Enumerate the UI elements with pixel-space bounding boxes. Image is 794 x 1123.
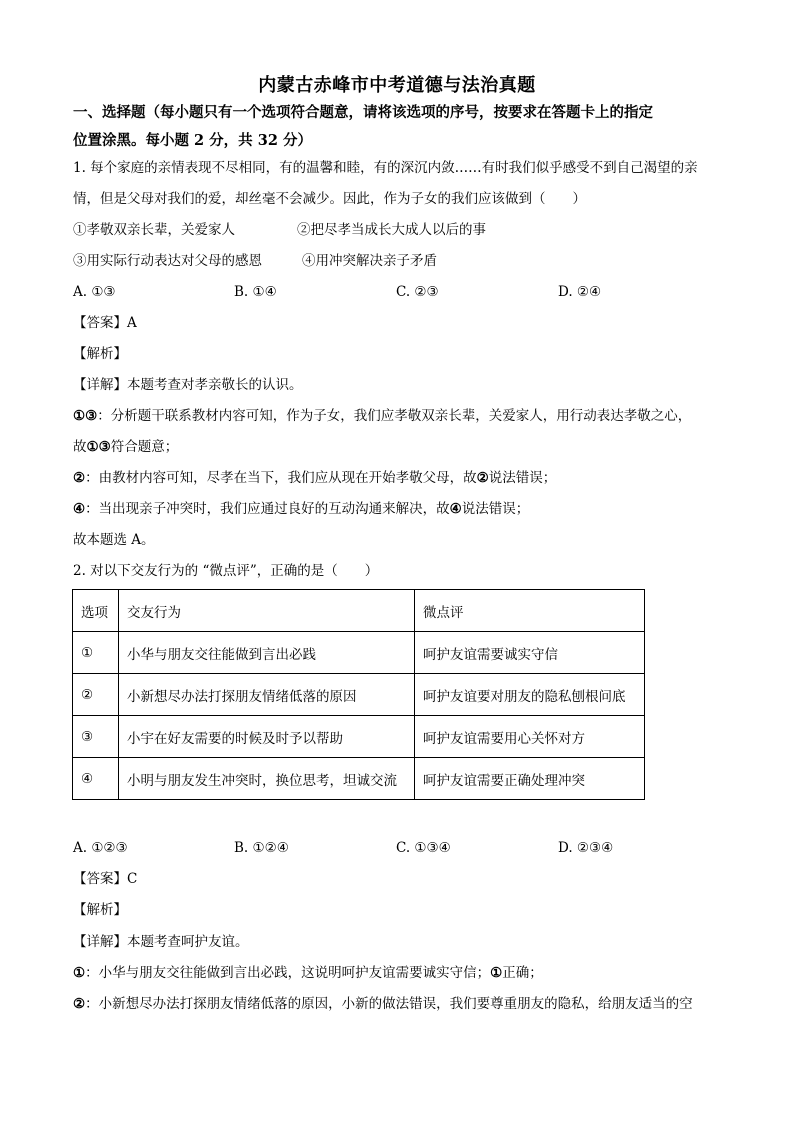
section-heading-line1: 一、选择题（每小题只有一个选项符合题意，请将该选项的序号，按要求在答题卡上的指定 (73, 104, 653, 121)
q1-option-b: B. ①④ (234, 284, 277, 300)
q1-explanation-1-cont (73, 437, 733, 457)
table-cell: 小明与朋友发生冲突时，换位思考，坦诚交流 (119, 758, 415, 800)
q2-table (72, 589, 645, 800)
q1-answer: 【答案】A (73, 315, 137, 331)
q1-explanation-2 (73, 468, 733, 488)
q2-answer: 【答案】C (73, 871, 138, 887)
q1-stem-line1: 1. 每个家庭的亲情表现不尽相同，有的温馨和睦，有的深沉内敛……有时我们似乎感受不到自己渴望的亲 (73, 160, 698, 176)
q2-option-a: A. ①②③ (73, 840, 128, 856)
q1-explanation-2-text: ：由教材内容可知，尽孝在当下，我们应从现在开始孝敬父母，故 (85, 470, 477, 486)
table-row (73, 716, 645, 758)
q1-item-3: ③用实际行动表达对父母的感恩 (73, 253, 262, 269)
q2-option-d: D. ②③④ (558, 840, 614, 856)
q1-option-a: A. ①③ (73, 284, 116, 300)
q2-explanation-1-text2: 正确； (502, 965, 543, 981)
table-cell: ③ (73, 716, 119, 758)
q1-item-1: ①孝敬双亲长辈，关爱家人 (73, 222, 235, 238)
page-title: 内蒙古赤峰市中考道德与法治真题 (258, 75, 536, 96)
q1-analysis-label: 【解析】 (73, 346, 127, 362)
table-row (73, 674, 645, 716)
q1-item-2: ②把尽孝当成长大成人以后的事 (297, 222, 486, 238)
q1-explanation-1-text: ：分析题干联系教材内容可知，作为子女，我们应孝敬双亲长辈，关爱家人，用行动表达孝敬之心， (97, 408, 692, 424)
q1-explanation-1-label2: ①③ (86, 439, 111, 455)
q1-explanation-1-label: ①③ (73, 408, 98, 424)
table-cell: 小新想尽办法打探朋友情绪低落的原因 (119, 674, 415, 716)
q2-explanation-1-label2: ① (490, 965, 503, 981)
table-cell: 呵护友谊需要诚实守信 (415, 632, 645, 674)
q1-item-4: ④用冲突解决亲子矛盾 (302, 253, 437, 269)
table-header-cell: 交友行为 (119, 590, 415, 632)
q1-option-c: C. ②③ (396, 284, 439, 300)
q1-explanation-3-text2: 说法错误； (461, 501, 530, 517)
q2-option-c: C. ①③④ (396, 840, 451, 856)
q1-explanation-1-text2: 符合题意； (110, 439, 179, 455)
table-cell: 小宇在好友需要的时候及时予以帮助 (119, 716, 415, 758)
q1-explanation-3-label2: ④ (449, 501, 462, 517)
q1-conclusion: 故本题选 A。 (73, 532, 155, 548)
table-cell: 呵护友谊需要正确处理冲突 (415, 758, 645, 800)
table-cell: ① (73, 632, 119, 674)
q2-explanation-2-label: ② (73, 996, 86, 1012)
table-header-cell: 微点评 (415, 590, 645, 632)
q2-analysis-label: 【解析】 (73, 902, 127, 918)
table-cell: 呵护友谊要对朋友的隐私刨根问底 (415, 674, 645, 716)
q1-explanation-2-label2: ② (476, 470, 489, 486)
q1-explanation-1-pre: 故 (73, 439, 87, 455)
q2-explanation-1 (73, 963, 733, 983)
q2-stem: 2. 对以下交友行为的 “微点评”，正确的是（ ） (73, 563, 379, 579)
q1-explanation-2-label: ② (73, 470, 86, 486)
q1-detail: 【详解】本题考查对孝亲敬长的认识。 (73, 377, 303, 393)
q1-explanation-3-text: ：当出现亲子冲突时，我们应通过良好的互动沟通来解决，故 (85, 501, 450, 517)
table-row (73, 632, 645, 674)
q1-explanation-1 (73, 406, 733, 426)
table-row (73, 758, 645, 800)
section-heading-line2: 位置涂黑。每小题 2 分，共 32 分） (73, 132, 312, 149)
table-cell: ④ (73, 758, 119, 800)
table-cell: ② (73, 674, 119, 716)
q1-explanation-3 (73, 499, 733, 519)
q2-explanation-2-text: ：小新想尽办法打探朋友情绪低落的原因，小新的做法错误，我们要尊重朋友的隐私，给朋友适当的空 (85, 996, 693, 1012)
q1-explanation-3-label: ④ (73, 501, 86, 517)
table-cell: 小华与朋友交往能做到言出必践 (119, 632, 415, 674)
table-header-cell: 选项 (73, 590, 119, 632)
q2-explanation-1-text: ：小华与朋友交往能做到言出必践，这说明呵护友谊需要诚实守信； (85, 965, 491, 981)
q1-stem-line2: 情，但是父母对我们的爱，却丝毫不会减少。因此，作为子女的我们应该做到（ ） (73, 191, 586, 207)
table-cell: 呵护友谊需要用心关怀对方 (415, 716, 645, 758)
q1-explanation-2-text2: 说法错误； (488, 470, 557, 486)
q2-detail: 【详解】本题考查呵护友谊。 (73, 934, 249, 950)
q1-option-d: D. ②④ (558, 284, 602, 300)
q2-explanation-1-label: ① (73, 965, 86, 981)
q2-explanation-2 (73, 994, 733, 1014)
table-header-row (73, 590, 645, 632)
q2-option-b: B. ①②④ (234, 840, 289, 856)
